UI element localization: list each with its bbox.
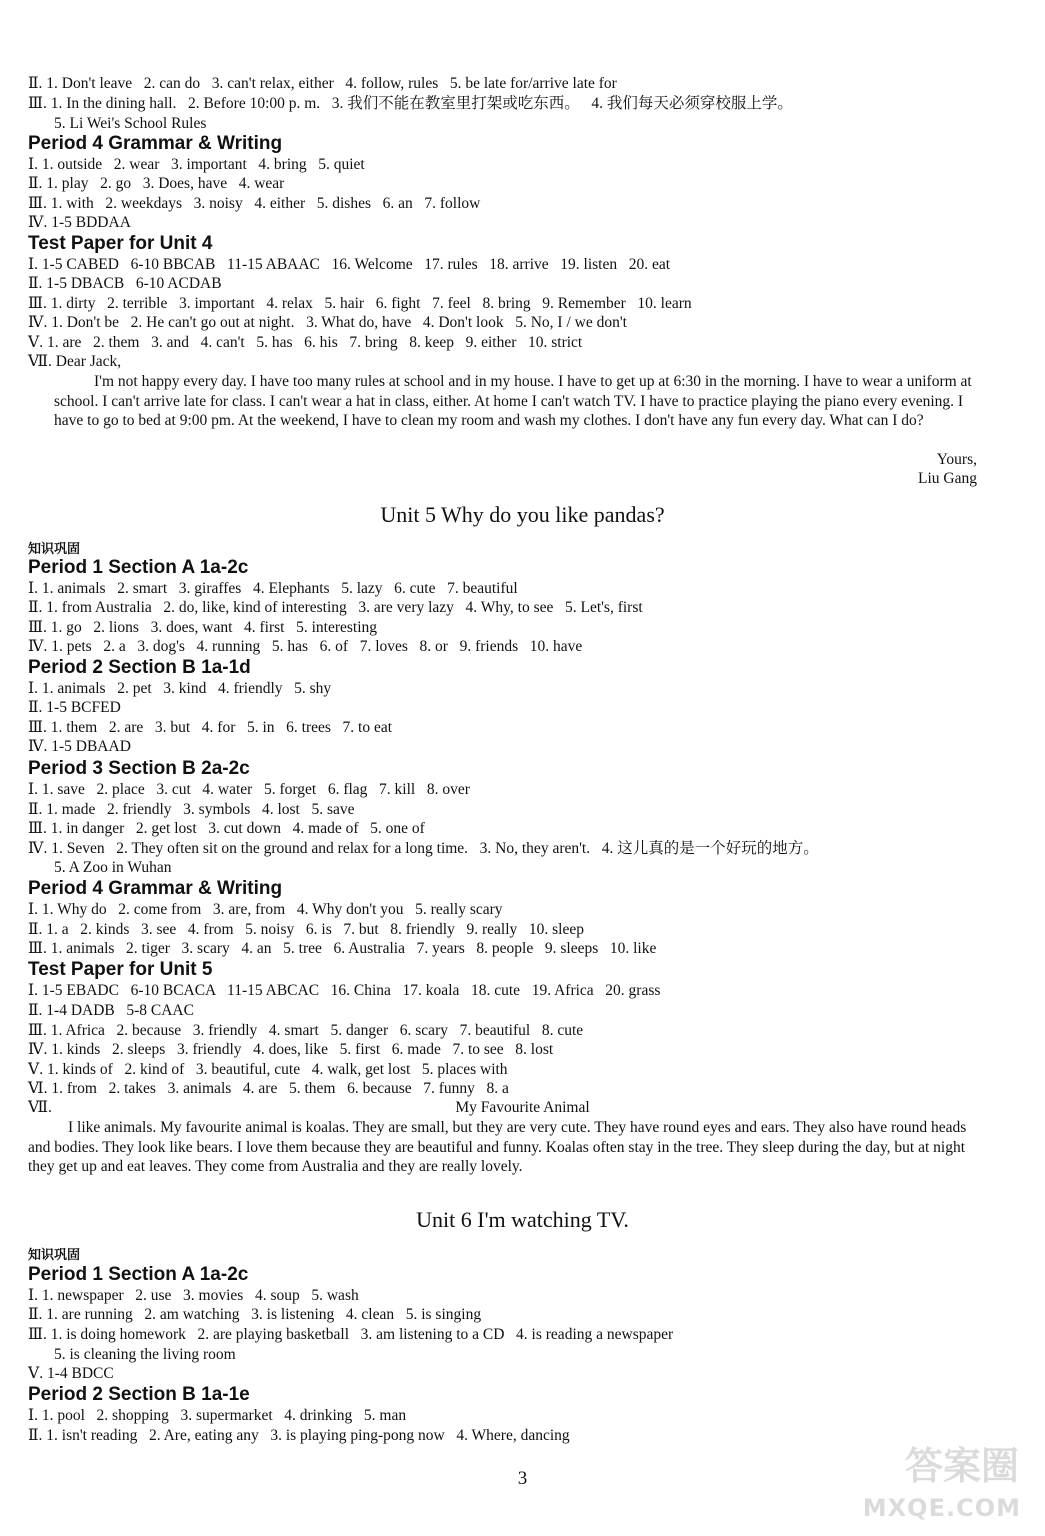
text-line: Ⅵ. 1. from 2. takes 3. animals 4. are 5. them 6. because 7. funny 8. a	[28, 1080, 509, 1097]
watermark-url: MXQE.COM	[862, 1494, 1021, 1522]
section-label: 知识巩固	[28, 542, 81, 557]
period-heading: Period 1 Section A 1a-2c	[28, 557, 249, 578]
text-line: Ⅴ. 1. are 2. them 3. and 4. can't 5. has 6. his 7. bring 8. keep 9. either 10. strict	[28, 334, 583, 351]
page-number: 3	[517, 1468, 528, 1489]
test-paper-heading: Test Paper for Unit 5	[28, 959, 213, 980]
unit-title: Unit 5 Why do you like pandas?	[380, 502, 665, 527]
text-line: Ⅲ. 1. dirty 2. terrible 3. important 4. relax 5. hair 6. fight 7. feel 8. bring 9. Remember 10. learn	[28, 295, 692, 312]
letter-closing: Yours,	[936, 451, 977, 468]
period-heading: Period 3 Section B 2a-2c	[28, 758, 250, 779]
text-line: Ⅱ. 1. from Australia 2. do, like, kind of interesting 3. are very lazy 4. Why, to see 5. Let's, first	[28, 599, 643, 616]
text-line: Ⅳ. 1-5 BDDAA	[28, 214, 131, 231]
period-heading: Period 1 Section A 1a-2c	[28, 1264, 249, 1285]
text-line: Ⅲ. 1. them 2. are 3. but 4. for 5. in 6. trees 7. to eat	[28, 719, 393, 736]
text-line: Ⅱ. 1. are running 2. am watching 3. is listening 4. clean 5. is singing	[28, 1306, 482, 1323]
text-line: Ⅳ. 1-5 DBAAD	[28, 738, 131, 755]
text-line: Ⅰ. 1. save 2. place 3. cut 4. water 5. forget 6. flag 7. kill 8. over	[28, 781, 470, 798]
test-paper-heading: Test Paper for Unit 4	[28, 233, 213, 254]
text-line: Ⅴ. 1-4 BDCC	[28, 1365, 114, 1382]
text-line: Ⅱ. 1. Don't leave 2. can do 3. can't relax, either 4. follow, rules 5. be late for/arrive late for	[28, 75, 617, 92]
text-line: Ⅶ.	[28, 1099, 52, 1116]
text-line: Ⅰ. 1. Why do 2. come from 3. are, from 4. Why don't you 5. really scary	[28, 901, 503, 918]
text-line: Ⅰ. 1. pool 2. shopping 3. supermarket 4. drinking 5. man	[28, 1407, 407, 1424]
essay-title: My Favourite Animal	[455, 1099, 590, 1116]
text-line: Ⅰ. 1-5 CABED 6-10 BBCAB 11-15 ABAAC 16. Welcome 17. rules 18. arrive 19. listen 20. eat	[28, 256, 671, 273]
text-line: Ⅶ. Dear Jack,	[28, 353, 122, 370]
text-line: Ⅰ. 1. animals 2. smart 3. giraffes 4. Elephants 5. lazy 6. cute 7. beautiful	[28, 580, 518, 597]
period-heading: Period 4 Grammar & Writing	[28, 133, 283, 154]
text-line: Ⅰ. 1. outside 2. wear 3. important 4. bring 5. quiet	[28, 156, 365, 173]
letter-signature: Liu Gang	[918, 470, 977, 487]
text-line: 5. is cleaning the living room	[54, 1346, 236, 1363]
text-line: 5. A Zoo in Wuhan	[54, 859, 172, 876]
text-line: Ⅱ. 1. a 2. kinds 3. see 4. from 5. noisy 6. is 7. but 8. friendly 9. really 10. sleep	[28, 921, 584, 938]
period-heading: Period 4 Grammar & Writing	[28, 878, 283, 899]
text-line: Ⅱ. 1-4 DADB 5-8 CAAC	[28, 1002, 194, 1019]
text-line: 5. Li Wei's School Rules	[54, 115, 207, 132]
text-line: Ⅲ. 1. Africa 2. because 3. friendly 4. smart 5. danger 6. scary 7. beautiful 8. cute	[28, 1022, 584, 1039]
text-line: Ⅱ. 1. play 2. go 3. Does, have 4. wear	[28, 175, 285, 192]
text-line: Ⅰ. 1. animals 2. pet 3. kind 4. friendly 5. shy	[28, 680, 332, 697]
text-line: Ⅱ. 1. made 2. friendly 3. symbols 4. lost 5. save	[28, 801, 355, 818]
text-line: Ⅳ. 1. Don't be 2. He can't go out at night. 3. What do, have 4. Don't look 5. No, I / we don't	[28, 314, 627, 331]
text-line: Ⅰ. 1. newspaper 2. use 3. movies 4. soup 5. wash	[28, 1287, 359, 1304]
text-line: Ⅲ. 1. In the dining hall. 2. Before 10:00 p. m. 3. 我们不能在教室里打架或吃东西。 4. 我们每天必须穿校服上学。	[28, 95, 793, 112]
text-line: Ⅱ. 1. isn't reading 2. Are, eating any 3. is playing ping-pong now 4. Where, dancing	[28, 1427, 570, 1444]
text-line: Ⅱ. 1-5 DBACB 6-10 ACDAB	[28, 275, 222, 292]
text-line: Ⅳ. 1. pets 2. a 3. dog's 4. running 5. has 6. of 7. loves 8. or 9. friends 10. have	[28, 638, 583, 655]
period-heading: Period 2 Section B 1a-1e	[28, 1384, 250, 1405]
text-line: Ⅲ. 1. is doing homework 2. are playing basketball 3. am listening to a CD 4. is reading a newspaper	[28, 1326, 674, 1343]
period-heading: Period 2 Section B 1a-1d	[28, 657, 251, 678]
watermark-logo	[845, 1420, 1035, 1530]
text-line: Ⅲ. 1. animals 2. tiger 3. scary 4. an 5. tree 6. Australia 7. years 8. people 9. sleeps 10. like	[28, 940, 657, 957]
text-line: Ⅳ. 1. Seven 2. They often sit on the ground and relax for a long time. 3. No, they aren't. 4. 这儿真的是一个好玩的地方。	[28, 840, 819, 857]
letter-body: I'm not happy every day. I have too many rules at school and in my house. I have to get up at 6:30 in the morning. I have to wear a uniform at school. I can't arrive late for class. I can't wear a hat in class, either. At home I can't watch TV. I have to practice playing the piano every evening. I have to go to bed at 9:00 pm. At the weekend, I have to clean my room and wash my clothes. I don't have any fun every day. What can I do?	[54, 373, 972, 430]
text-line: Ⅲ. 1. in danger 2. get lost 3. cut down 4. made of 5. one of	[28, 820, 425, 837]
text-line: Ⅳ. 1. kinds 2. sleeps 3. friendly 4. does, like 5. first 6. made 7. to see 8. lost	[28, 1041, 554, 1058]
text-line: Ⅴ. 1. kinds of 2. kind of 3. beautiful, cute 4. walk, get lost 5. places with	[28, 1061, 508, 1078]
unit-title: Unit 6 I'm watching TV.	[416, 1207, 629, 1232]
watermark-text: 答案圈	[904, 1444, 1019, 1488]
text-line: Ⅲ. 1. go 2. lions 3. does, want 4. first 5. interesting	[28, 619, 378, 636]
text-line: Ⅰ. 1-5 EBADC 6-10 BCACA 11-15 ABCAC 16. China 17. koala 18. cute 19. Africa 20. grass	[28, 982, 661, 999]
text-line: Ⅱ. 1-5 BCFED	[28, 699, 121, 716]
section-label: 知识巩固	[28, 1248, 81, 1263]
text-line: Ⅲ. 1. with 2. weekdays 3. noisy 4. either 5. dishes 6. an 7. follow	[28, 195, 481, 212]
essay-body: I like animals. My favourite animal is koalas. They are small, but they are very cute. They have round eyes and ears. They also have round heads and bodies. They look like bears. I love them because they are beautiful and funny. Koalas often stay in the tree. They sleep during the day, but at night they get up and eat leaves. They come from Australia and they are really lovely.	[28, 1119, 967, 1176]
